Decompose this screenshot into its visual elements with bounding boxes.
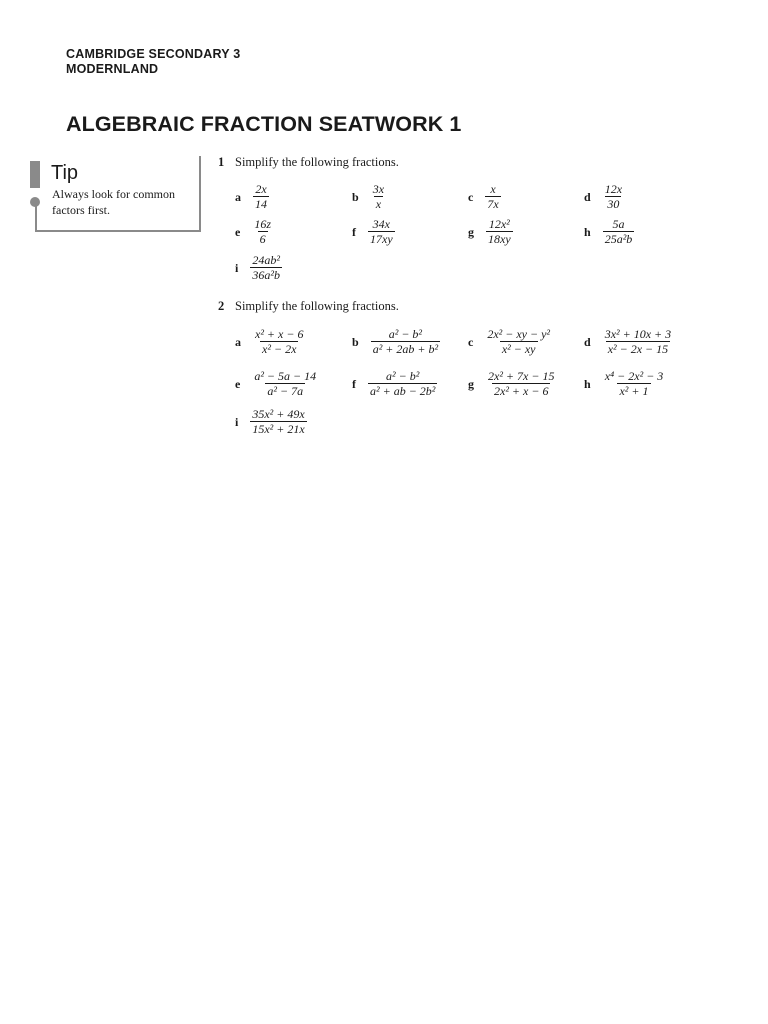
question-2-prompt: Simplify the following fractions. [235,299,399,313]
fraction [252,369,318,398]
denominator: x² + 1 [619,383,649,398]
fraction [486,217,513,246]
question-2-number: 2 [218,299,225,313]
fraction [368,217,395,246]
q1-item-i [235,249,282,285]
denominator: 15x² + 21x [252,421,305,436]
item-letter: i [235,414,239,429]
school-header [66,47,240,77]
numerator: 12x² [488,216,510,231]
q2-item-b [352,323,440,359]
fraction [250,407,306,436]
fraction [485,182,500,211]
school-line-2: MODERNLAND [66,62,159,76]
fraction [368,369,437,398]
fraction [253,327,305,356]
denominator: 17xy [370,231,393,246]
tip-title: Tip [51,162,79,184]
question-1-prompt: Simplify the following fractions. [235,155,399,169]
tip-text: Always look for common factors first. [52,187,175,217]
numerator: 3x² + 10x + 3 [604,326,672,341]
numerator: 2x² − xy − y² [487,326,551,341]
numerator: 16z [254,216,271,231]
fraction [603,182,624,211]
numerator: x [490,181,496,196]
fraction [371,327,440,356]
denominator: a² + 2ab + b² [372,341,439,356]
fraction [603,217,635,246]
denominator: x² − 2x [262,341,297,356]
denominator: a² − 7a [267,383,304,398]
q2-item-d [584,323,673,359]
item-letter: f [352,224,356,239]
q2-item-f [352,365,437,401]
item-letter: d [584,334,591,349]
denominator: 25a²b [604,231,633,246]
item-letter: f [352,376,356,391]
numerator: 5a [612,216,625,231]
denominator: 7x [487,196,499,211]
q1-item-g [468,213,513,249]
item-letter: g [468,224,474,239]
fraction [250,253,282,282]
fraction [486,369,556,398]
q1-item-a [235,178,269,214]
numerator: 34x [372,216,390,231]
item-letter: i [235,260,239,275]
item-letter: d [584,189,591,204]
item-letter: b [352,334,359,349]
denominator: x [375,196,382,211]
numerator: 35x² + 49x [252,406,305,421]
exclamation-dot-icon [30,197,40,207]
denominator: x² − xy [501,341,536,356]
exclamation-bar-icon [30,161,40,188]
numerator: 3x [372,181,385,196]
item-letter: g [468,376,474,391]
q2-item-c [468,323,552,359]
fraction [371,182,386,211]
question-1-number: 1 [218,155,225,169]
numerator: x⁴ − 2x² − 3 [604,368,664,383]
denominator: a² + ab − 2b² [370,383,436,398]
numerator: 24ab² [252,252,280,267]
denominator: 30 [607,196,620,211]
denominator: 6 [259,231,266,246]
q1-item-b [352,178,386,214]
denominator: x² − 2x − 15 [607,341,669,356]
item-letter: e [235,224,241,239]
q2-item-h [584,365,665,401]
numerator: 12x [604,181,623,196]
q1-item-h [584,213,634,249]
denominator: 14 [255,196,267,211]
numerator: a² − b² [388,326,423,341]
item-letter: h [584,376,591,391]
item-letter: a [235,334,241,349]
numerator: 2x² + 7x − 15 [488,368,555,383]
q1-item-e [235,213,273,249]
denominator: 36a²b [252,267,280,282]
school-line-1: CAMBRIDGE SECONDARY 3 [66,47,241,61]
denominator: 18xy [488,231,511,246]
fraction [485,327,552,356]
q2-item-g [468,365,556,401]
numerator: x² + x − 6 [255,326,304,341]
item-letter: e [235,376,241,391]
fraction [603,327,673,356]
page-title: ALGEBRAIC FRACTION SEATWORK 1 [66,112,462,136]
fraction [603,369,666,398]
q1-item-c [468,178,501,214]
item-letter: a [235,189,241,204]
fraction [252,217,273,246]
q2-item-e [235,365,318,401]
denominator: 2x² + x − 6 [494,383,549,398]
item-letter: c [468,189,474,204]
numerator: a² − b² [386,368,420,383]
fraction [253,182,269,211]
tip-box [35,156,201,232]
q1-item-f [352,213,395,249]
item-letter: h [584,224,591,239]
q1-item-d [584,178,624,214]
item-letter: b [352,189,359,204]
numerator: a² − 5a − 14 [254,368,317,383]
q2-item-a [235,323,305,359]
item-letter: c [468,334,474,349]
q2-item-i [235,403,307,439]
numerator: 2x [255,181,267,196]
